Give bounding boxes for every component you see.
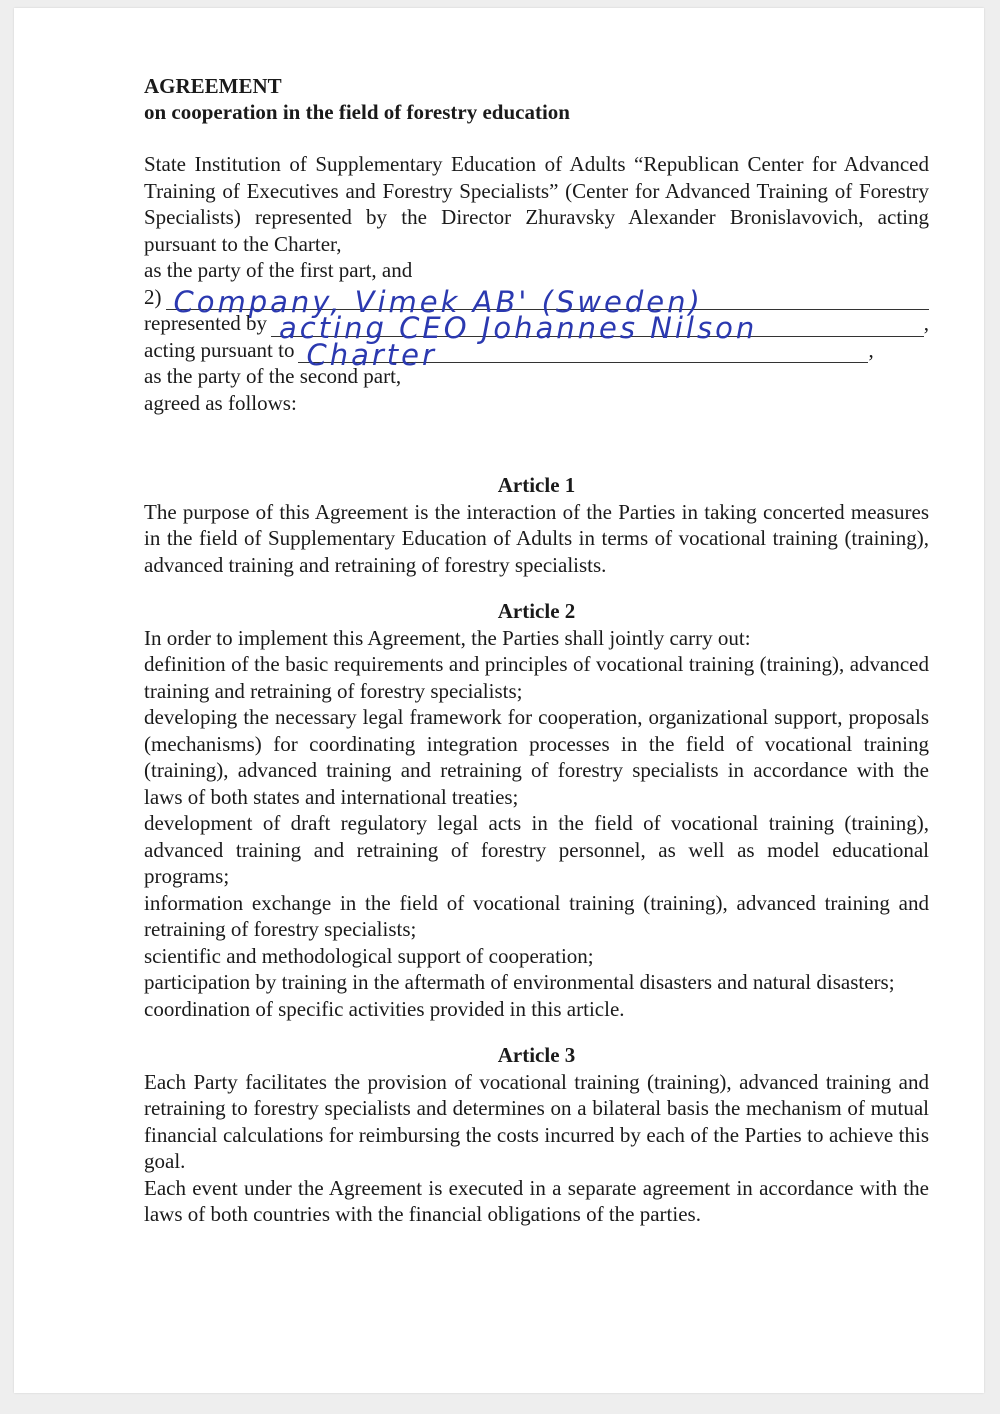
article-3	[144, 1042, 929, 1228]
article-2-paragraph: In order to implement this Agreement, the Parties shall jointly carry out:	[144, 625, 751, 650]
acting-handwriting: Charter	[306, 337, 437, 372]
intro-paragraph: State Institution of Supplementary Education of Adults “Republican Center for Advanced Training of Executives and Forestry Specialists” (Center for Advanced Training of Forestry Specialists) represented by the Director Zhuravsky Alexander Bronislavovich, acting pursuant to the Charter,	[144, 152, 929, 256]
second-party-line: as the party of the second part,	[144, 364, 402, 388]
article-1-heading: Article 1	[497, 473, 576, 497]
represented-label: represented by	[144, 311, 268, 335]
article-2-paragraph: scientific and methodological support of cooperation;	[144, 943, 594, 968]
article-2-paragraph: development of draft regulatory legal acts in the field of vocational training (training), advanced training and retraining of forestry personnel, as well as model educational programs;	[144, 811, 929, 888]
party2-label: 2)	[144, 284, 162, 309]
acting-line	[144, 337, 929, 372]
article-3-paragraph: Each event under the Agreement is executed in a separate agreement in accordance with the laws of both countries with the financial obligations of the parties.	[144, 1175, 929, 1226]
article-2-heading: Article 2	[497, 599, 576, 623]
represented-field	[271, 311, 924, 345]
article-3-heading: Article 3	[497, 1043, 576, 1067]
party2-handwriting: Company, Vimek AB' (Sweden)	[173, 284, 703, 319]
document-body	[144, 73, 929, 1228]
article-3-paragraph: Each Party facilitates the provision of vocational training (training), advanced training and retraining to forestry specialists and determines on a bilateral basis the mechanism of mutual financial calculations for reimbursing the costs incurred by each of the Parties to achieve this goal.	[144, 1069, 929, 1173]
article-1-paragraph: The purpose of this Agreement is the interaction of the Parties in taking concerted measures in the field of Supplementary Education of Adults in terms of vocational training (training), advanced training and retraining of forestry specialists.	[144, 499, 929, 577]
acting-comma: ,	[868, 337, 874, 362]
party2-line	[144, 284, 929, 319]
article-2-paragraph: coordination of specific activities provided in this article.	[144, 996, 625, 1021]
acting-field	[298, 337, 868, 372]
document-subtitle: on cooperation in the field of forestry education	[144, 100, 570, 124]
represented-handwriting: acting CEO Johannes Nilson	[279, 311, 758, 345]
article-2-paragraph: participation by training in the aftermath of environmental disasters and natural disasters;	[144, 970, 895, 994]
article-2-paragraph: definition of the basic requirements and principles of vocational training (training), advanced training and retraining of forestry specialists;	[144, 652, 929, 703]
document-page	[14, 8, 984, 1393]
acting-label: acting pursuant to	[144, 337, 295, 362]
agreed-line: agreed as follows:	[144, 390, 297, 415]
article-1	[144, 472, 929, 578]
document-title: AGREEMENT	[144, 74, 282, 98]
first-party-line: as the party of the first part, and	[144, 258, 413, 282]
article-2-paragraph: developing the necessary legal framework for cooperation, organizational support, proposals (mechanisms) for coordinating integration processes in the field of vocational training (training), advanced training and retraining of forestry specialists in accordance with the laws of both states and international treaties;	[144, 705, 929, 809]
article-2	[144, 598, 929, 1022]
article-2-paragraph: information exchange in the field of vocational training (training), advanced training and retraining of forestry specialists;	[144, 890, 929, 941]
represented-comma: ,	[923, 311, 929, 335]
party2-field	[166, 284, 930, 319]
